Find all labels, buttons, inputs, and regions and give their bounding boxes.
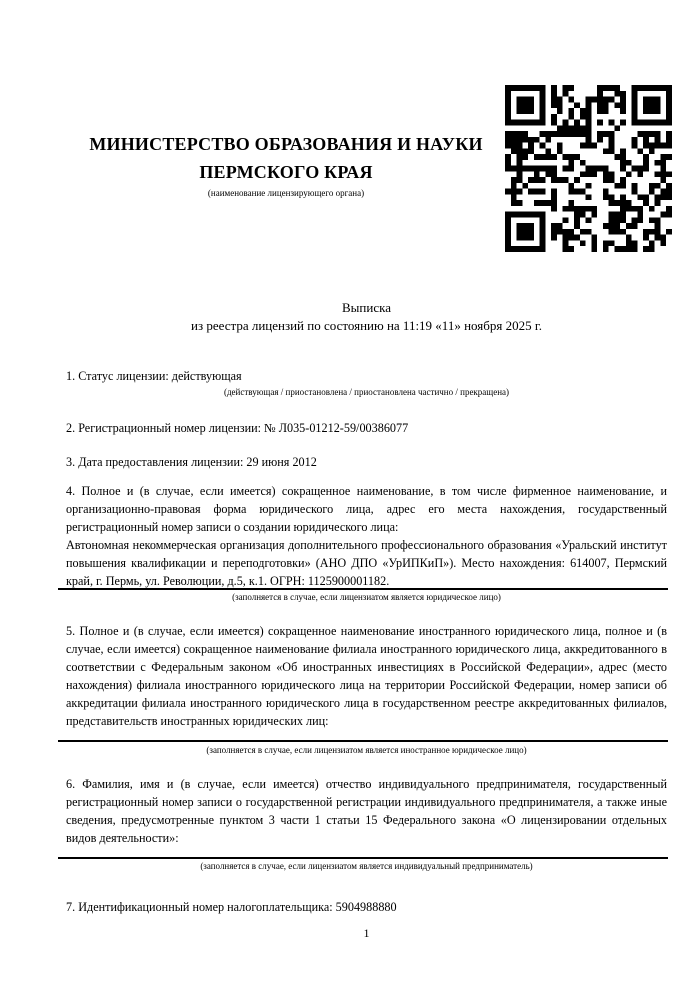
item-6-rule-caption: (заполняется в случае, если лицензиатом является индивидуальный предприниматель): [200, 861, 533, 871]
document-title-line2: из реестра лицензий по состоянию на 11:19 «11» ноября 2025 г.: [191, 318, 542, 333]
item-1-options-caption: (действующая / приостановлена / приостановлена частично / прекращена): [223, 387, 510, 397]
item-3-grant-date: 3. Дата предоставления лицензии: 29 июня 2012: [66, 455, 317, 469]
item-1-license-status: 1. Статус лицензии: действующая: [66, 369, 242, 383]
qr-code: [505, 85, 672, 252]
item-4-legal-entity: [66, 482, 667, 590]
item-5-rule: [58, 740, 668, 742]
item-4-answer: Автономная некоммерческая организация дополнительного профессионального образования «Уральский институт повышения квалификации и переподготовки» (АНО ДПО «УрИПКиП»). Место нахождения: 614007, Пермский край, г. Пермь, ул. Революции, д.5, к.1. ОГРН: 1125900001182.: [66, 538, 667, 588]
item-6-rule: [58, 857, 668, 859]
ministry-name-line2: ПЕРМСКОГО КРАЯ: [199, 162, 373, 182]
document-title: [66, 299, 667, 335]
item-4-rule: [58, 588, 668, 590]
licensing-authority-header: [66, 130, 506, 199]
qr-code-icon: [505, 85, 672, 252]
document-title-line1: Выписка: [342, 300, 391, 315]
item-2-registration-number: 2. Регистрационный номер лицензии: № Л035-01212-59/00386077: [66, 421, 409, 435]
licensing-authority-caption: (наименование лицензирующего органа): [207, 188, 365, 198]
ministry-name-line1: МИНИСТЕРСТВО ОБРАЗОВАНИЯ И НАУКИ: [89, 134, 483, 154]
item-4-question: 4. Полное и (в случае, если имеется) сокращенное наименование, в том числе фирменное наименование, и организационно-правовая форма юридического лица, адрес его места нахождения, государственный регистрационный номер записи о создании юридического лица:: [66, 484, 667, 534]
page-number: 1: [363, 926, 370, 940]
item-5-foreign-entity: 5. Полное и (в случае, если имеется) сокращенное наименование иностранного юридического лица, полное и (в случае, если имеется) сокращенное наименование филиала иностранного юридического лица, аккредитованного в соответствии с Федеральным законом «Об иностранных инвестициях в Российской Федерации», адрес (место нахождения) филиала иностранного юридического лица на территории Российской Федерации, номер записи об аккредитации филиала иностранного юридического лица в государственном реестре аккредитованных филиалов, представительств иностранных юридических лиц:: [66, 624, 667, 728]
item-4-rule-caption: (заполняется в случае, если лицензиатом является юридическое лицо): [232, 592, 501, 602]
item-5-rule-caption: (заполняется в случае, если лицензиатом является иностранное юридическое лицо): [206, 745, 527, 755]
item-6-individual-entrepreneur: 6. Фамилия, имя и (в случае, если имеется) отчество индивидуального предпринимателя, государственный регистрационный номер записи о государственной регистрации индивидуального предпринимателя, а также иные сведения, предусмотренные пунктом 3 части 1 статьи 15 Федерального закона «О лицензировании отдельных видов деятельности»:: [66, 777, 667, 845]
item-7-taxpayer-id: 7. Идентификационный номер налогоплательщика: 5904988880: [66, 900, 397, 914]
